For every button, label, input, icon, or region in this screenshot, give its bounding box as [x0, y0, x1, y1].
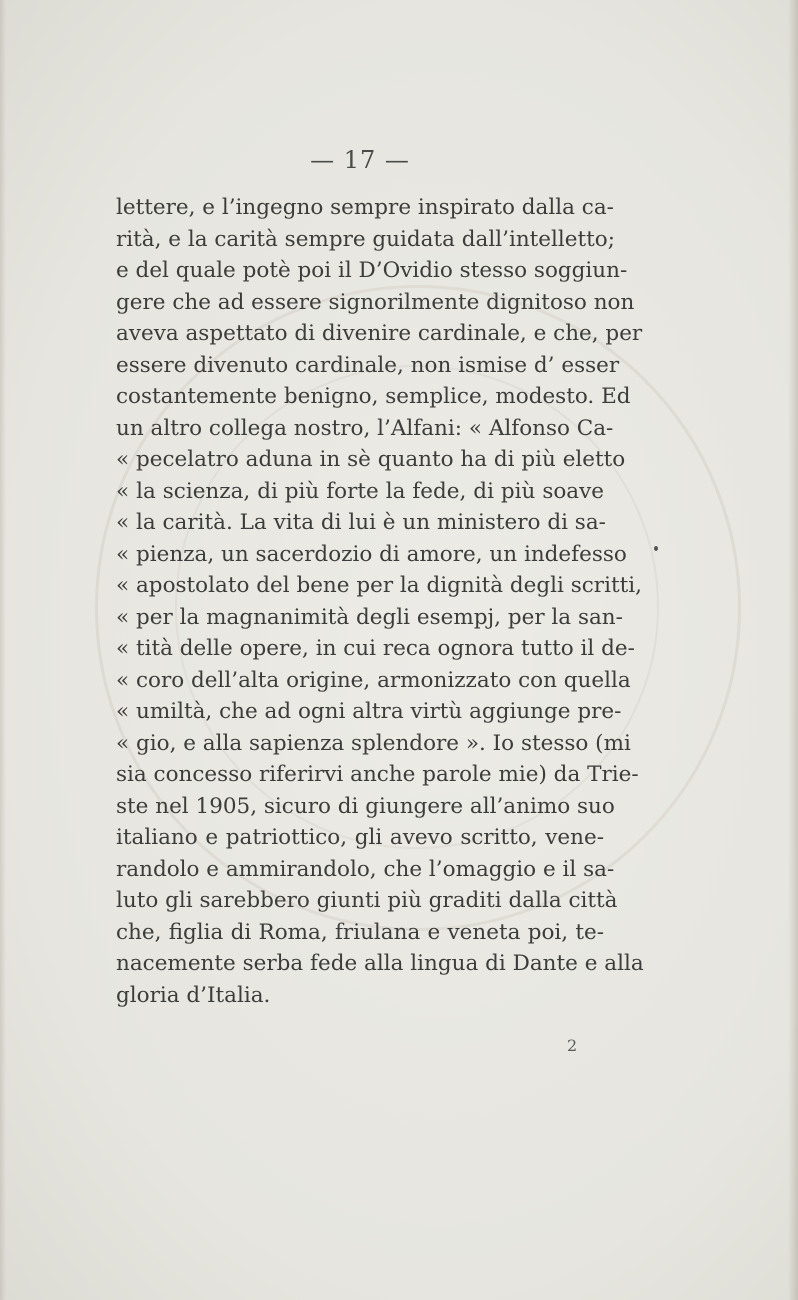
- text-line: « pecelatro aduna in sè quanto ha di più eletto: [116, 447, 626, 472]
- text-line: « per la magnanimità degli esempj, per la san-: [116, 604, 623, 630]
- signature-mark: 2: [567, 1036, 578, 1055]
- text-line: nacemente serba fede alla lingua di Dante e alla: [116, 951, 644, 976]
- text-line: ste nel 1905, sicuro di giungere all’animo suo: [116, 793, 615, 819]
- text-line: « umiltà, che ad ogni altra virtù aggiunge pre-: [116, 699, 622, 724]
- text-line: essere divenuto cardinale, non ismise d’ esser: [116, 352, 620, 378]
- ink-speck: [654, 546, 658, 551]
- text-line: « la carità. La vita di lui è un ministero di sa-: [116, 510, 606, 535]
- text-line: un altro collega nostro, l’Alfani: « Alfonso Ca-: [116, 415, 614, 441]
- text-line: « tità delle opere, in cui reca ognora tutto il de-: [116, 636, 635, 661]
- text-line-final: gloria d’Italia.: [116, 982, 271, 1008]
- text-line: « gio, e alla sapienza splendore ». Io stesso (mi: [116, 730, 631, 756]
- text-line: e del quale potè poi il D’Ovidio stesso soggiun-: [116, 258, 628, 283]
- text-line: gere che ad essere signorilmente dignitoso non: [116, 289, 635, 315]
- page-number: — 17 —: [310, 146, 410, 174]
- page-edge-shadow-right: [788, 0, 798, 1300]
- text-line: « coro dell’alta origine, armonizzato con quella: [116, 667, 631, 693]
- text-line: randolo e ammirandolo, che l’omaggio e il sa-: [116, 856, 615, 882]
- text-line: che, figlia di Roma, friulana e veneta poi, te-: [116, 919, 604, 945]
- body-paragraph: [116, 192, 644, 1011]
- text-line: luto gli sarebbero giunti più graditi dalla città: [116, 888, 618, 913]
- text-line: « apostolato del bene per la dignità degli scritti,: [116, 573, 642, 598]
- text-line: lettere, e l’ingegno sempre inspirato dalla ca-: [116, 195, 614, 220]
- text-line: « la scienza, di più forte la fede, di più soave: [116, 478, 604, 504]
- text-line: italiano e patriottico, gli avevo scritto, vene-: [116, 825, 604, 850]
- text-line: aveva aspettato di divenire cardinale, e che, per: [116, 321, 643, 346]
- text-line: « pienza, un sacerdozio di amore, un indefesso: [116, 541, 627, 567]
- text-line: costantemente benigno, semplice, modesto. Ed: [116, 384, 631, 409]
- text-line: sia concesso riferirvi anche parole mie) da Trie-: [116, 762, 639, 787]
- page-edge-shadow-left: [0, 0, 6, 1300]
- text-line: rità, e la carità sempre guidata dall’intelletto;: [116, 226, 615, 252]
